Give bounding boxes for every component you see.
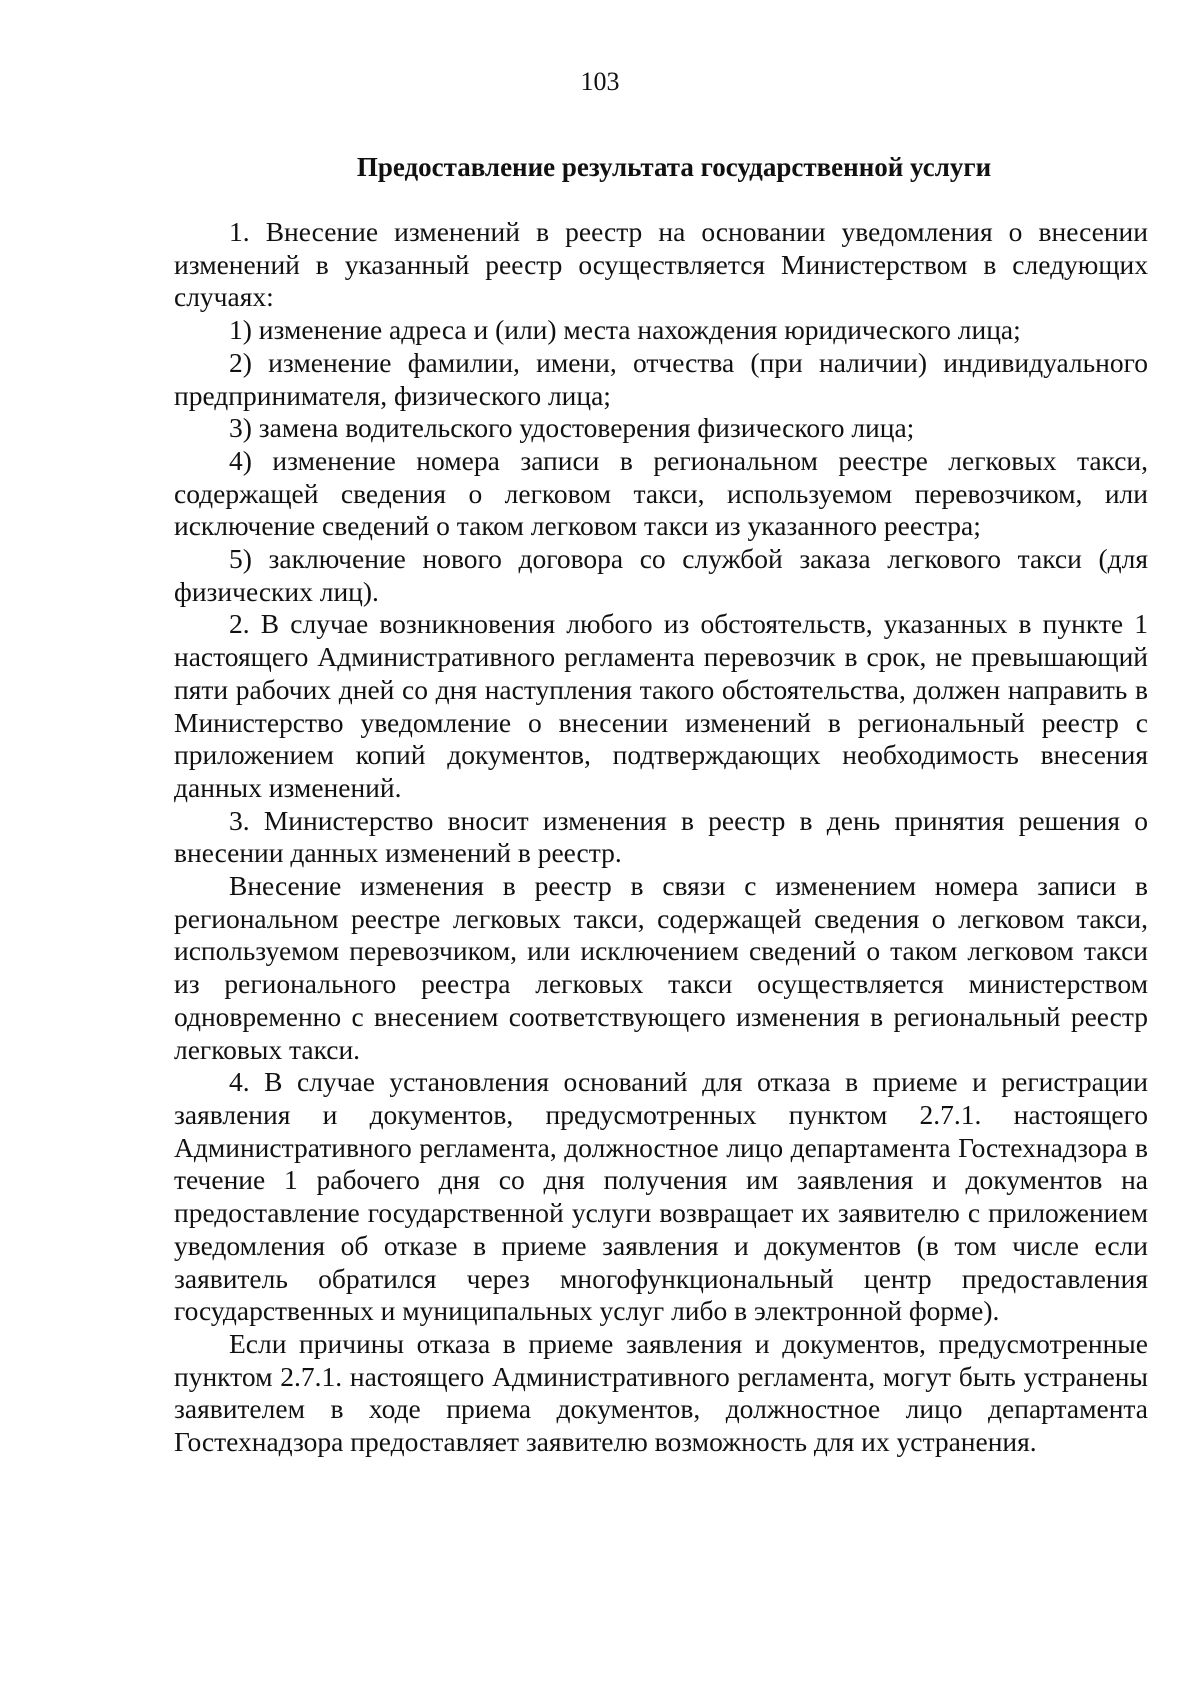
document-body	[174, 216, 1148, 1459]
paragraph-6: 5) заключение нового договора со службой заказа легкового такси (для физических лиц).	[174, 543, 1148, 607]
paragraph-10: 4. В случае установления оснований для отказа в приеме и регистрации заявления и документов, предусмотренных пунктом 2.7.1. настоящего Административного регламента, должностное лицо департамента Гостехнадзора в течение 1 рабочего дня со дня получения им заявления и документов на предоставление государственной услуги возвращает их заявителю с приложением уведомления об отказе в приеме заявления и документов (в том числе если заявитель обратился через многофункциональный центр предоставления государственных и муниципальных услуг либо в электронной форме).	[174, 1066, 1148, 1327]
paragraph-5: 4) изменение номера записи в региональном реестре легковых такси, содержащей сведения о легковом такси, используемом перевозчиком, или исключение сведений о таком легковом такси из указанного реестра;	[174, 444, 1148, 542]
page-number: 103	[580, 67, 620, 96]
paragraph-4: 3) замена водительского удостоверения физического лица;	[229, 412, 915, 444]
paragraph-9: Внесение изменения в реестр в связи с изменением номера записи в региональном реестре легковых такси, содержащей сведения о легковом такси, используемом перевозчиком, или исключением сведений о таком легковом такси из регионального реестра легковых такси осуществляется министерством одновременно с внесением соответствующего изменения в региональный реестр легковых такси.	[174, 870, 1148, 1065]
paragraph-2: 1) изменение адреса и (или) места нахождения юридического лица;	[229, 314, 1021, 346]
section-title: Предоставление результата государственной услуги	[356, 152, 992, 182]
paragraph-11: Если причины отказа в приеме заявления и документов, предусмотренные пунктом 2.7.1. настоящего Административного регламента, могут быть устранены заявителем в ходе приема документов, должностное лицо департамента Гостехнадзора предоставляет заявителю возможность для их устранения.	[174, 1327, 1148, 1458]
paragraph-1: 1. Внесение изменений в реестр на основании уведомления о внесении изменений в указанный реестр осуществляется Министерством в следующих случаях:	[174, 216, 1148, 313]
paragraph-7: 2. В случае возникновения любого из обстоятельств, указанных в пункте 1 настоящего Административного регламента перевозчик в срок, не превышающий пяти рабочих дней со дня наступления такого обстоятельства, должен направить в Министерство уведомление о внесении изменений в региональный реестр с приложением копий документов, подтверждающих необходимость внесения данных изменений.	[174, 608, 1148, 803]
paragraph-3: 2) изменение фамилии, имени, отчества (при наличии) индивидуального предпринимателя, физического лица;	[174, 346, 1148, 411]
paragraph-8: 3. Министерство вносит изменения в реестр в день принятия решения о внесении данных изменений в реестр.	[174, 804, 1148, 869]
